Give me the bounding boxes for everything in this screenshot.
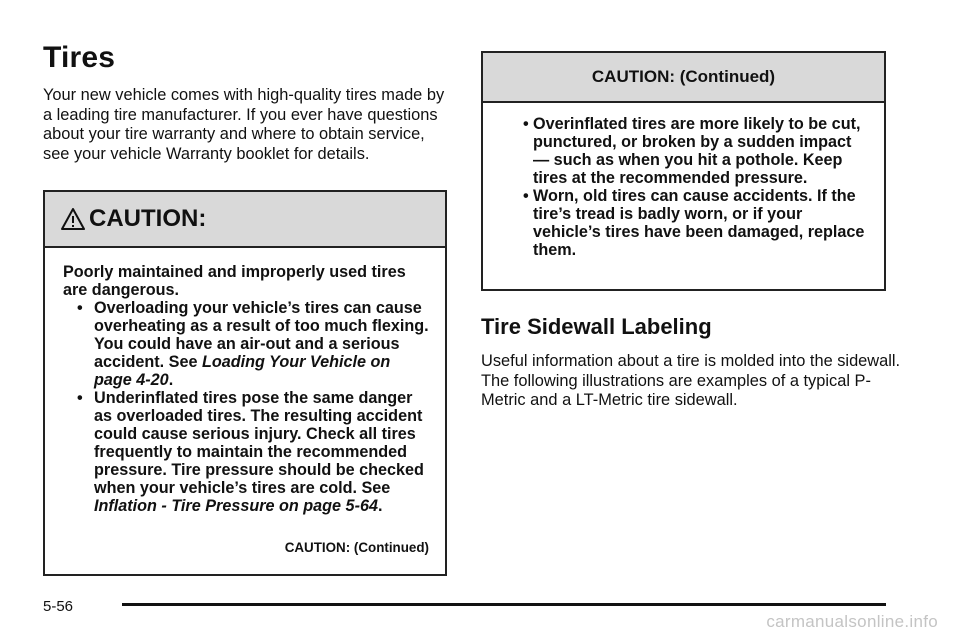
caution-item-text: Overloading your vehicle’s tires can cause overheating as a result of too much flexing. You could have an air-out and a serious accident. See (94, 299, 429, 371)
cross-reference: Loading Your Vehicle on page 4-20 (94, 353, 391, 389)
intro-paragraph: Your new vehicle comes with high-quality tires made by a leading tire manufacturer. If you ever have questions about your tire warranty and where to obtain service, see your vehicle Warranty booklet for details. (43, 86, 445, 163)
continued-title: CAUTION: (Continued) (591, 67, 776, 86)
caution-list (63, 299, 431, 515)
list-item (63, 299, 431, 389)
continued-footer: CAUTION: (Continued) (284, 540, 429, 555)
caution-body (45, 248, 445, 515)
page-number: 5-56 (43, 598, 74, 615)
continued-item-text: Worn, old tires can cause accidents. If the tire’s tread is badly worn, or if your vehicle’s tires have been damaged, replace them. (533, 187, 865, 259)
caution-title: CAUTION: (89, 205, 207, 232)
caution-header (45, 192, 445, 248)
list-item (501, 187, 872, 259)
cross-reference: Inflation - Tire Pressure on page 5-64 (94, 497, 378, 515)
watermark: carmanualsonline.info (766, 612, 938, 631)
sidewall-paragraph: Useful information about a tire is molded into the sidewall. The following illustrations are examples of a typical P-Metric and a LT-Metric tire sidewall. (481, 352, 901, 409)
list-item (501, 115, 872, 187)
continued-caution-box (481, 51, 886, 291)
caution-lead: Poorly maintained and improperly used tires are dangerous. (63, 263, 406, 299)
page-title: Tires (43, 41, 116, 74)
section-heading: Tire Sidewall Labeling (481, 314, 712, 339)
bullet: • (77, 299, 83, 317)
bullet: • (523, 115, 529, 133)
continued-item-text: Overinflated tires are more likely to be cut, punctured, or broken by a sudden impact — such as when you hit a pothole. Keep tires at the recommended pressure. (533, 115, 861, 187)
item-tail: . (377, 497, 383, 515)
caution-box (43, 190, 447, 576)
footer-rule (122, 603, 886, 606)
continued-body (483, 103, 884, 259)
bullet: • (523, 187, 529, 205)
warning-triangle-icon (61, 207, 85, 231)
bullet: • (77, 389, 83, 407)
continued-header (483, 53, 884, 103)
caution-item-text: Underinflated tires pose the same danger as overloaded tires. The resulting accident could cause serious injury. Check all tires frequently to maintain the recommended pressure. Tire pressure should be checked when your vehicle’s tires are cold. See (94, 389, 424, 497)
list-item (63, 389, 431, 515)
item-tail: . (168, 371, 174, 389)
continued-list (501, 115, 872, 259)
